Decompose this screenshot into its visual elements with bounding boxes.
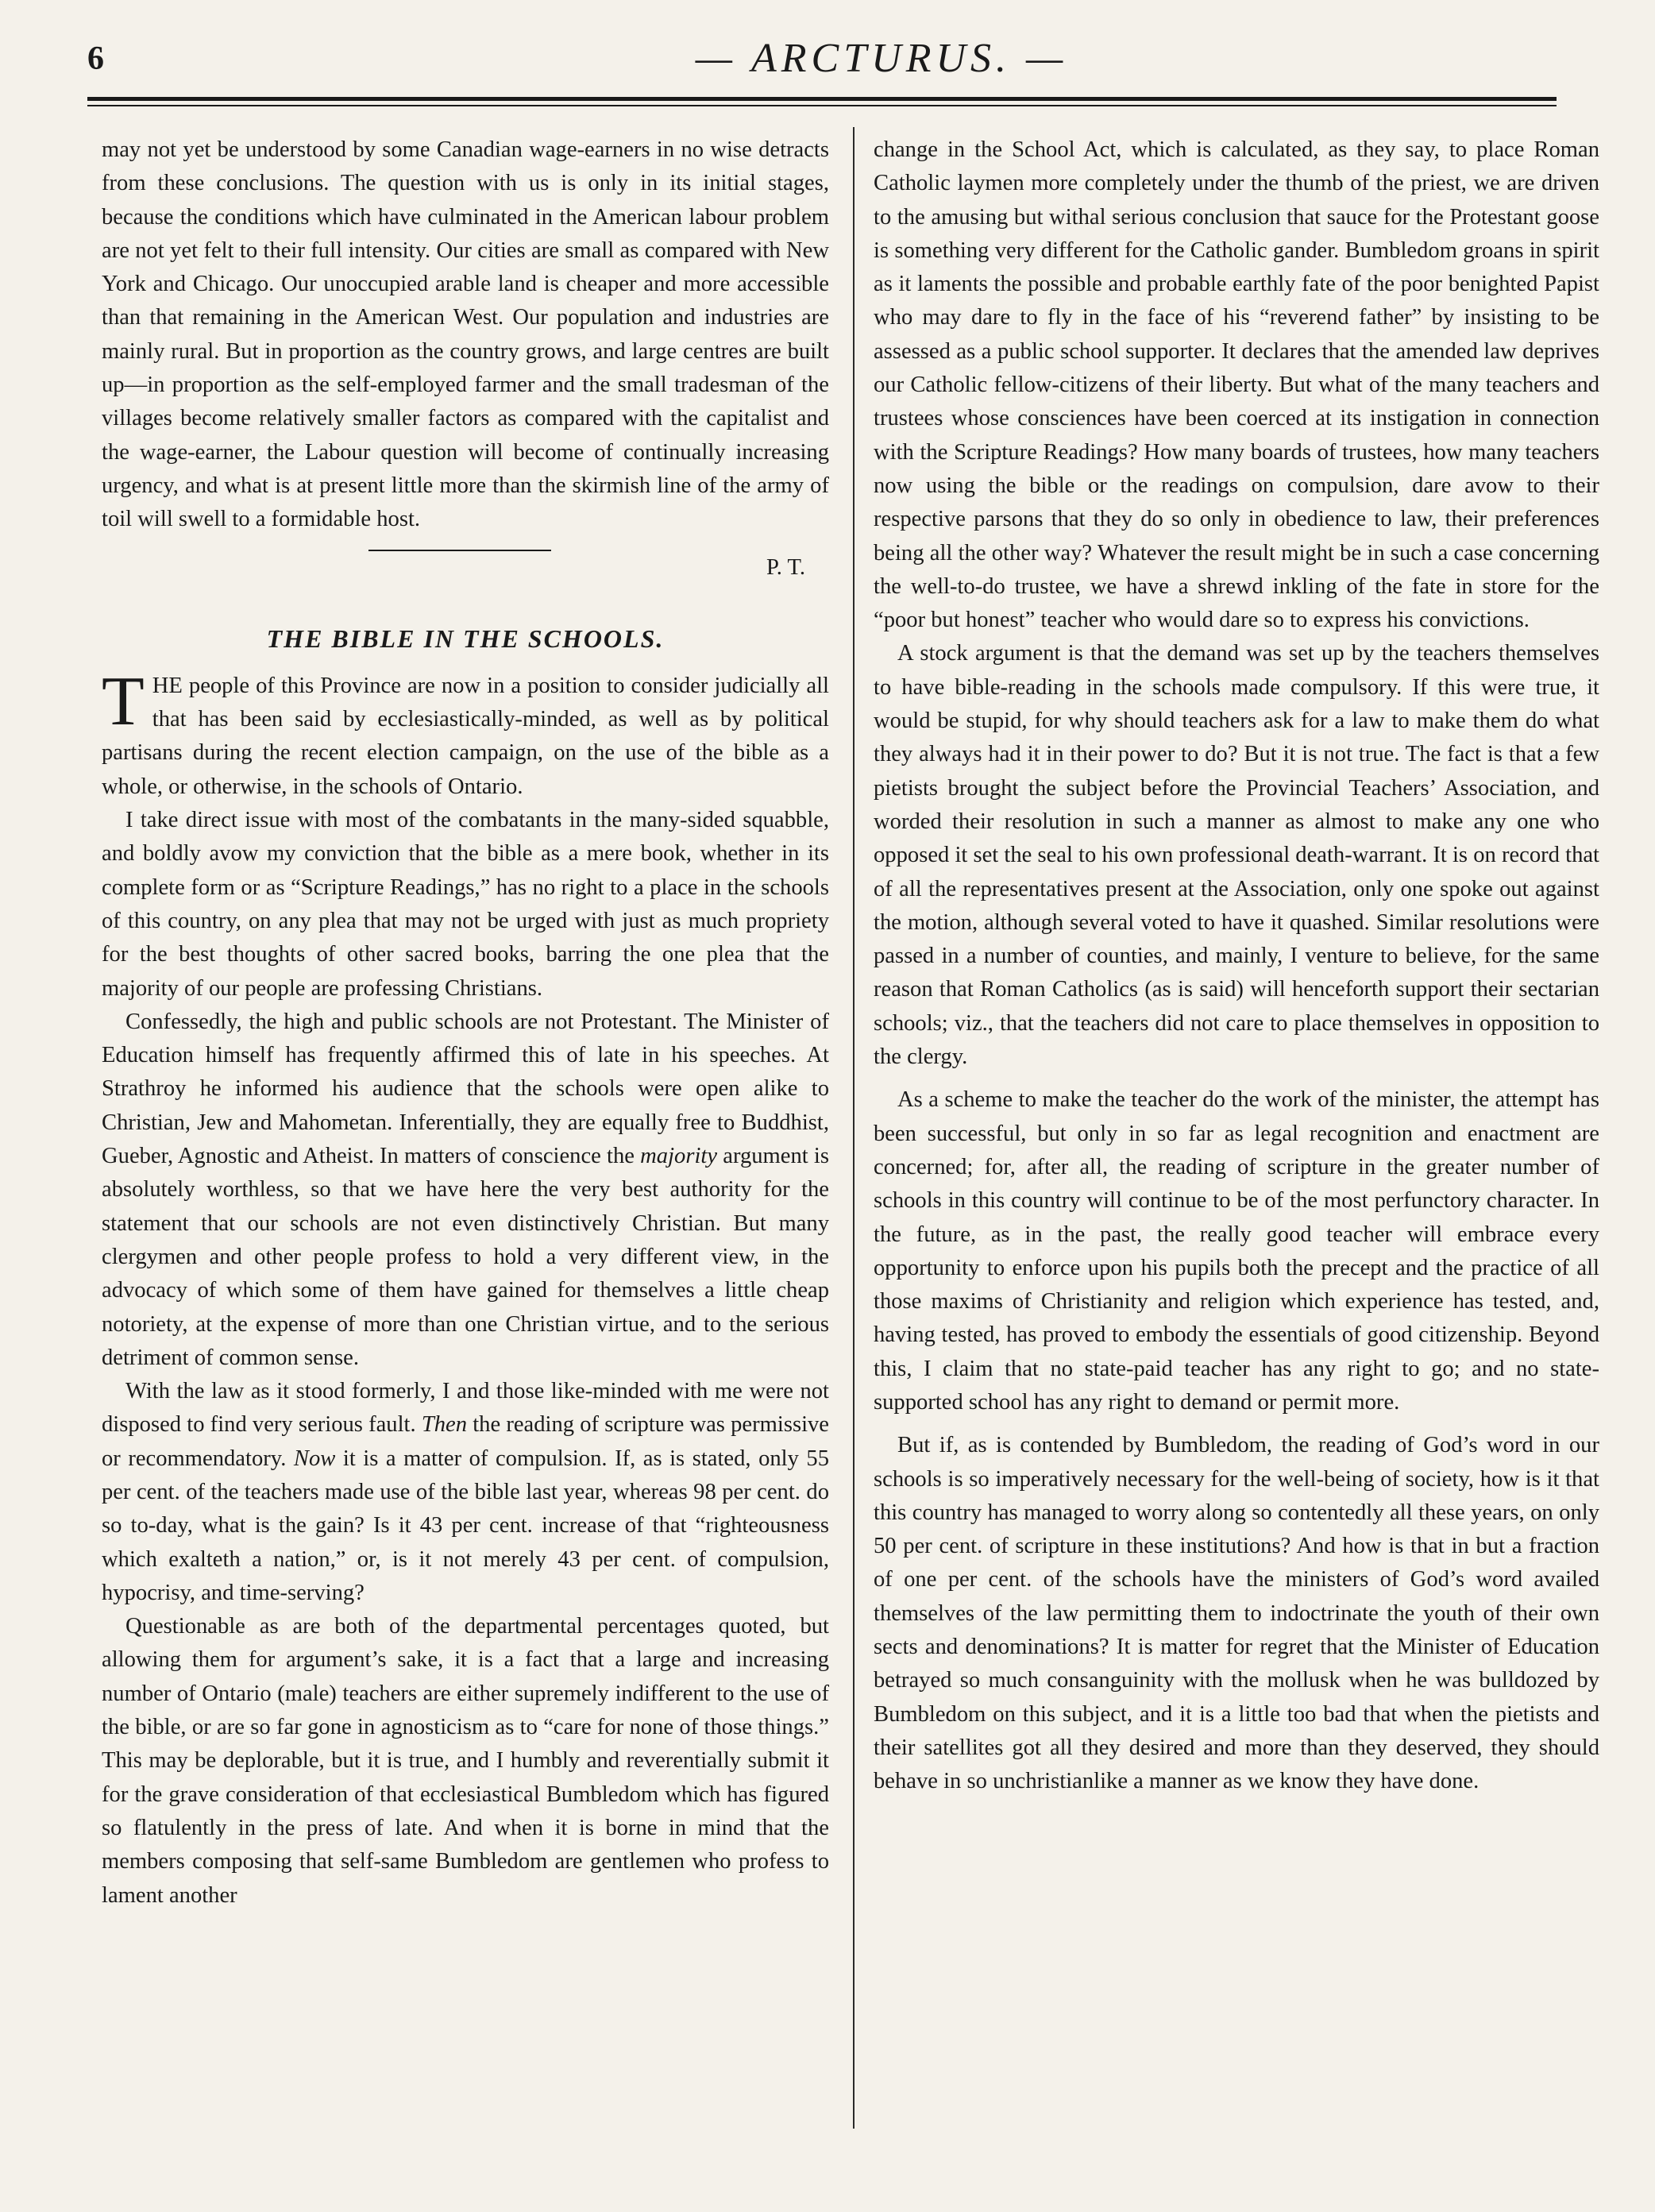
- article-paragraph-5: Questionable as are both of the departmental percentages quoted, but allowing them for argument’s sake, it is a fact that a large and increasing number of Ontario (male) teachers are either supremely indifferent to the use of the bible, or are so far gone in agnosticism as to “care for none of those things.” This may be deplorable, but it is true, and I humbly and reverentially submit it for the grave consideration of that ecclesiastical Bumbledom which has figured so flatulently in the press of late. And when it is borne in mind that the members composing that self-same Bumbledom are gentlemen who profess to lament another: [102, 1614, 829, 1908]
- article-paragraph-2: I take direct issue with most of the combatants in the many-sided squabble, and boldly avow my conviction that the bible as a mere book, whether in its complete form or as “Scripture Readings,” has no right to a place in the schools of this country, on any plea that may not be urged with just as much propriety for the best thoughts of other sacred books, barring the one plea that the majority of our people are professing Christians.: [102, 808, 829, 1001]
- paragraph-text: argument is absolutely worthless, so that we have here the very best authority for the statement that our schools are not even distinctively Christian. But many clergymen and other people profess to hold a very different view, in the advocacy of which some of them have gained for themselves a little cheap notoriety, at the expense of more than one Christian virtue, and to the serious detriment of common sense.: [102, 1144, 829, 1370]
- article-paragraph-3: [102, 1006, 829, 1375]
- paragraph-text: Confessedly, the high and public schools are not Protestant. The Minister of Education himself has frequently affirmed this of late in his speeches. At Strathroy he informed his audience that the schools were open alike to Christian, Jew and Mahometan. Inferentially, they are equally free to Buddhist, Gueber, Agnostic and Atheist. In matters of conscience the: [102, 1009, 829, 1169]
- left-column: [102, 133, 829, 1913]
- article-paragraph-6: change in the School Act, which is calculated, as they say, to place Roman Catholic laymen more completely under the thumb of the priest, we are driven to the amusing but withal serious conclusion that sauce for the Protestant goose is something very different for the Catholic gander. Bumbledom groans in spirit as it laments the possible and probable earthly fate of the poor benighted Papist who may dare to fly in the face of his “reverend father” by insisting to be assessed as a public school supporter. It declares that the amended law deprives our Catholic fellow-citizens of their liberty. But what of the many teachers and trustees whose consciences have been coerced at its instigation in connection with the Scripture Readings? How many boards of trustees, how many teachers now using the bible or the readings on compulsion, dare avow to their respective parsons that they do so only in obedience to law, their preferences being all the other way? Whatever the result might be in such a case concerning the well-to-do trustee, we have a shrewd inkling of the fate in store for the “poor but honest” teacher who would dare so to express his convictions.: [874, 137, 1599, 633]
- article-paragraph-8: As a scheme to make the teacher do the work of the minister, the attempt has been successful, but only in so far as legal recognition and enactment are concerned; for, after all, the reading of scripture in the greater number of schools in this country will continue to be of the most perfunctory character. In the future, as in the past, the really good teacher will embrace every opportunity to enforce upon his pupils both the precept and the practice of all those maxims of Christianity and religion which experience has tested, and, having tested, has proved to embody the essentials of good citizenship. Beyond this, I claim that no state-paid teacher has any right to go; and no state-supported school has any right to demand or permit more.: [874, 1087, 1599, 1415]
- article-paragraph-1: [102, 662, 829, 804]
- article-paragraph-7: A stock argument is that the demand was set up by the teachers themselves to have bible-reading in the schools made compulsory. If this were true, it would be stupid, for why should teachers ask for a law to make them do what they always had it in their power to do? But it is not true. The fact is that a few pietists brought the subject before the Provincial Teachers’ Association, and worded their resolution in such a manner as almost to make any one who opposed it set the seal to his own professional death-warrant. It is on record that of all the representatives present at the Association, only one spoke out against the motion, although several voted to have it quashed. Similar resolutions were passed in a number of counties, and mainly, I venture to believe, for the same reason that Roman Catholics (as is said) will henceforth support their sectarian schools; viz., that the teachers did not care to place themselves in opposition to the clergy.: [874, 641, 1599, 1070]
- article-signature: P. T.: [766, 554, 805, 580]
- article-paragraph-9: But if, as is contended by Bumbledom, the reading of God’s word in our schools is so imperatively necessary for the well-being of society, how is it that this country has managed to worry along so contentedly all these years, on only 50 per cent. of scripture in these institutions? And how is that in but a fraction of one per cent. of the schools have the ministers of God’s word availed themselves of the law permitting them to indoctrinate the youth of their own sects and denominations? It is matter for regret that the Minister of Education betrayed so much consanguinity with the mollusk when he was bulldozed by Bumbledom on this subject, and it is a little too bad that when the pietists and their satellites got all they desired and more than they deserved, they should behave in so unchristianlike a manner as we know they have done.: [874, 1433, 1599, 1794]
- column-divider: [853, 127, 855, 2129]
- paragraph-text: the reading of scripture was permissive or recommendatory.: [102, 1412, 830, 1471]
- emphasis-then: Then: [421, 1412, 468, 1438]
- previous-article-ending: may not yet be understood by some Canadian wage-earners in no wise detracts from these conclusions. The question with us is only in its initial stages, because the conditions which have culminated in the American labour problem are not yet felt to their full intensity. Our cities are small as compared with New York and Chicago. Our unoccupied arable land is cheaper and more accessible than that remaining in the American West. Our population and industries are mainly rural. But in proportion as the country grows, and large centres are built up—in proportion as the self-employed farmer and the small tradesman of the villages become relatively smaller factors as compared with the capitalist and the wage-earner, the Labour question will become of continually increasing urgency, and what is at present little more than the skirmish line of the army of toil will swell to a formidable host.: [102, 137, 829, 532]
- page-header: [87, 36, 1549, 95]
- masthead-title: — ARCTURUS. —: [695, 36, 1068, 81]
- emphasis-now: Now: [293, 1446, 336, 1471]
- paragraph-text: it is a matter of compulsion. If, as is stated, only 55 per cent. of the teachers made use of the bible last year, whereas 98 per cent. do so to-day, what is the gain? Is it 43 per cent. increase of that “righteousness which exalteth a nation,” or, is it not merely 43 per cent. of compulsion, hypocrisy, and time-serving?: [102, 1446, 830, 1605]
- right-column: [874, 133, 1599, 1799]
- article-paragraph-4: [102, 1375, 829, 1610]
- header-rule-thin: [87, 105, 1557, 106]
- emphasis-majority: majority: [640, 1144, 718, 1169]
- paragraph-text: HE people of this Province are now in a position to consider judicially all that has been said by ecclesiastically-minded, as well as by political partisans during the recent election campaign, on the use of the bible as a whole, or otherwise, in the schools of Ontario.: [102, 673, 829, 799]
- drop-cap: T: [102, 662, 145, 740]
- header-rule-thick: [87, 97, 1557, 101]
- page-number: 6: [87, 41, 104, 77]
- article-title: THE BIBLE IN THE SCHOOLS.: [266, 623, 665, 653]
- paragraph-text: With the law as it stood formerly, I and those like-minded with me were not disposed to find very serious fault.: [102, 1379, 829, 1438]
